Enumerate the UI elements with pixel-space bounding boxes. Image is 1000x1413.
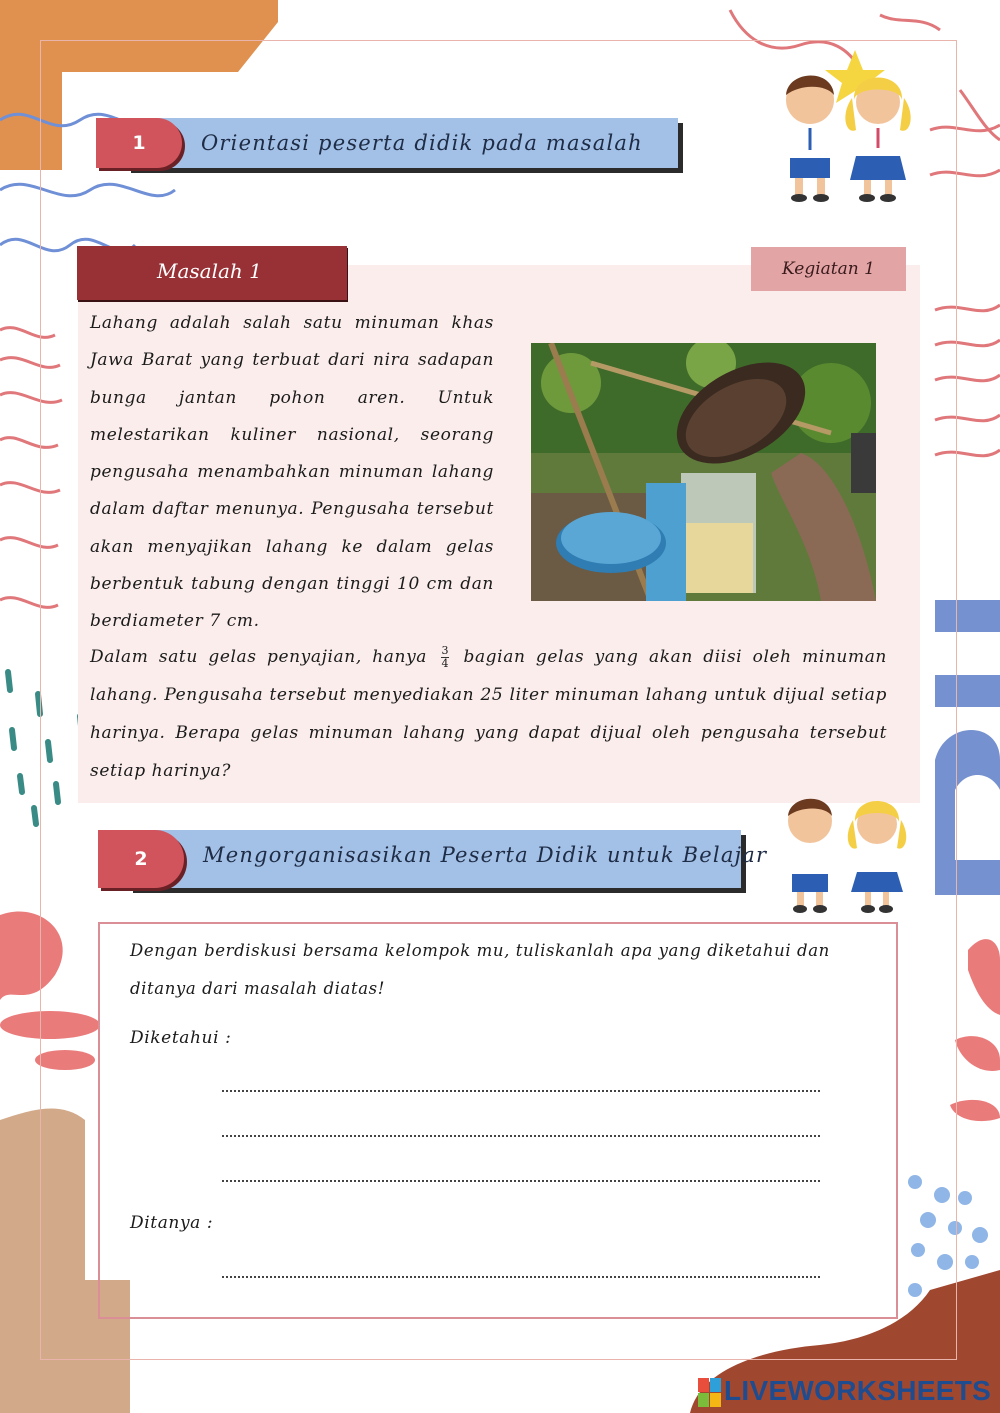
paragraph2-lead: Dalam satu gelas penyajian, hanya <box>90 647 428 667</box>
asked-answer-line-1[interactable] <box>222 1276 820 1278</box>
section2-number: 2 <box>98 830 184 888</box>
masalah-label: Masalah 1 <box>77 246 347 300</box>
fraction-numerator: 3 <box>441 644 450 657</box>
kegiatan-label: Kegiatan 1 <box>751 247 906 291</box>
fraction-denominator: 4 <box>441 657 450 670</box>
known-answer-line-3[interactable] <box>222 1180 820 1182</box>
problem-paragraph-2 <box>90 638 887 790</box>
asked-label: Ditanya : <box>130 1213 214 1233</box>
liveworksheets-logo-icon <box>698 1378 722 1408</box>
worksheet-instruction: Dengan berdiskusi bersama kelompok mu, tuliskanlah apa yang diketahui dan ditanya dari masalah diatas! <box>130 941 830 998</box>
fraction-three-quarters <box>441 645 449 670</box>
students-illustration-icon-2 <box>765 786 915 916</box>
section2-title: Mengorganisasikan Peserta Didik untuk Belajar <box>203 843 768 867</box>
problem-paragraph-1: Lahang adalah salah satu minuman khas Jawa Barat yang terbuat dari nira sadapan bunga jantan pohon aren. Untuk melestarikan kuliner nasional, seorang pengusaha menambahkan minuman lahang dalam daftar menunya. Pengusaha tersebut akan menyajikan lahang ke dalam gelas berbentuk tabung dengan tinggi 10 cm dan berdiameter 7 cm. <box>90 313 494 632</box>
known-answer-line-1[interactable] <box>222 1090 820 1092</box>
known-label: Diketahui : <box>130 1028 232 1048</box>
section2-banner <box>98 830 768 888</box>
lahang-photo <box>531 343 876 601</box>
section1-banner <box>96 118 678 168</box>
watermark-text: LIVEWORKSHEETS <box>724 1375 992 1406</box>
students-illustration-icon <box>760 40 920 205</box>
known-answer-line-2[interactable] <box>222 1135 820 1137</box>
paragraph2-rest: bagian gelas yang akan diisi oleh minuman lahang. Pengusaha tersebut menyediakan 25 liter minuman lahang untuk dijual setiap harinya. Berapa gelas minuman lahang yang dapat dijual oleh pengusaha tersebut setiap harinya? <box>90 647 887 781</box>
section1-number: 1 <box>96 118 182 168</box>
section1-title: Orientasi peserta didik pada masalah <box>201 131 643 155</box>
